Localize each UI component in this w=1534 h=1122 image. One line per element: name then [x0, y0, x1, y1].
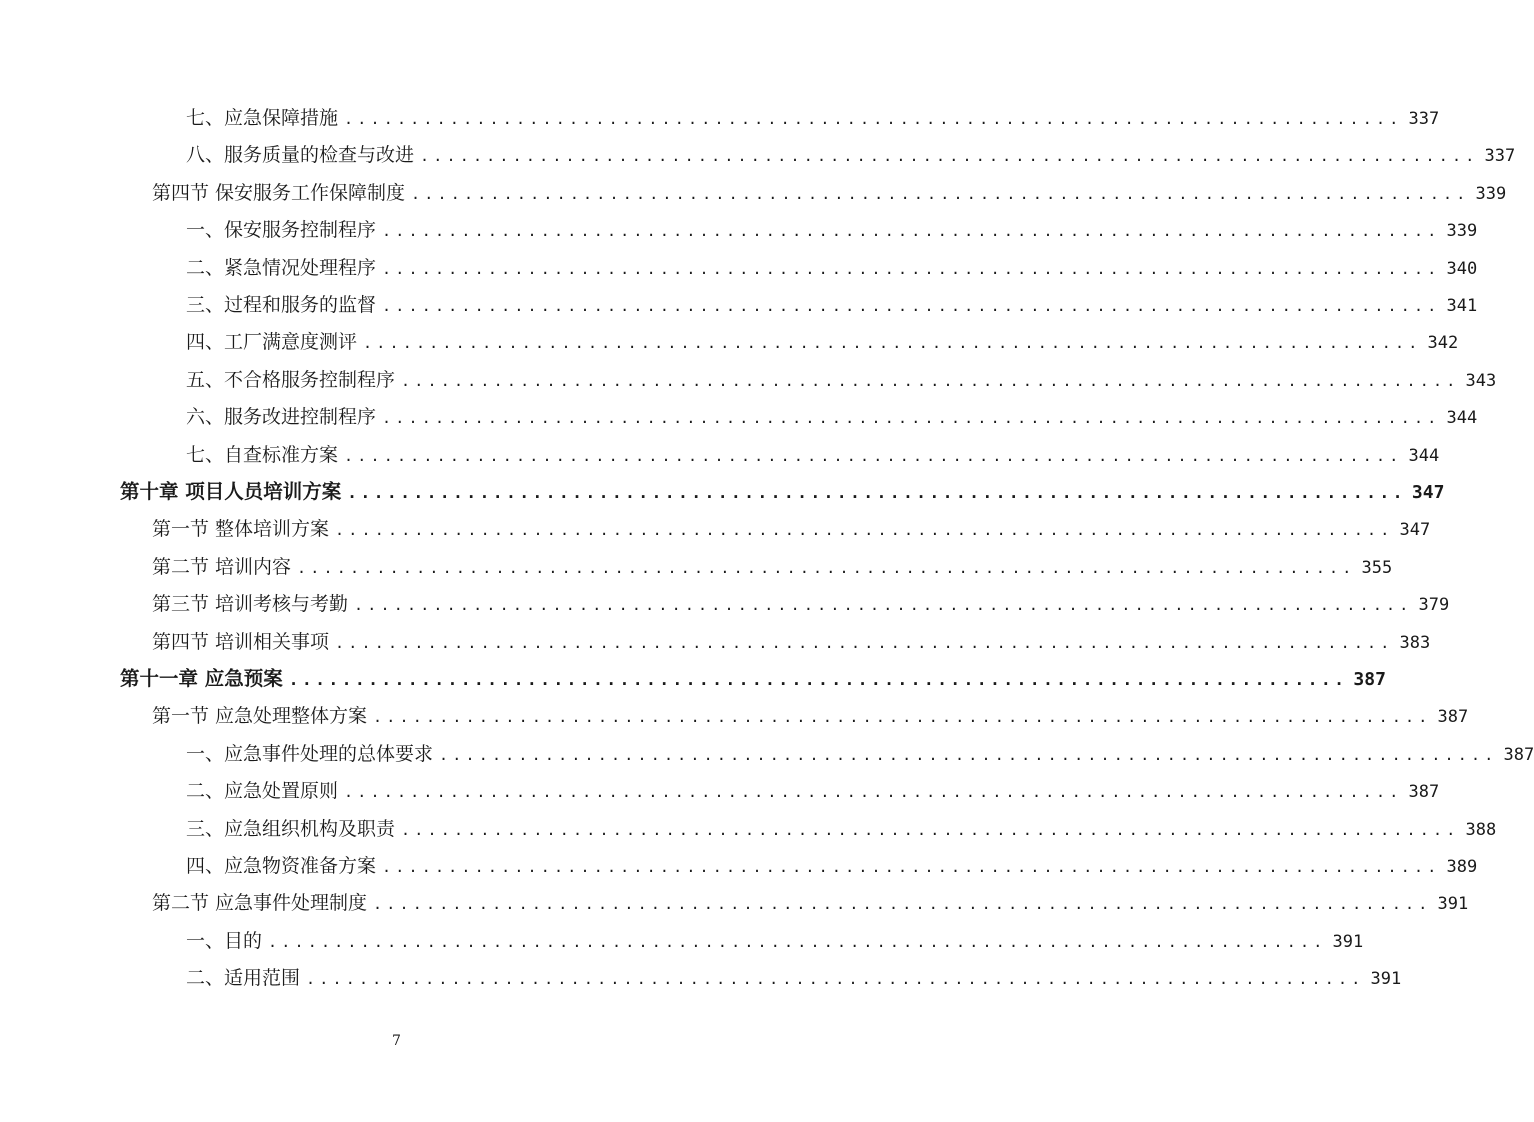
toc-entry-title: 一、保安服务控制程序 — [186, 219, 377, 242]
toc-entry-title: 七、自查标准方案 — [186, 443, 339, 466]
toc-page-number: 387 — [1408, 782, 1440, 803]
toc-dot-leader: ................................................................................ — [420, 147, 1479, 166]
toc-entry[interactable] — [120, 475, 1445, 509]
toc-dot-leader: ................................................................................ — [382, 222, 1441, 241]
toc-dot-leader: ................................................................................ — [344, 110, 1403, 128]
toc-entry[interactable] — [186, 438, 1440, 472]
toc-dot-leader: ................................................................................ — [439, 745, 1498, 764]
toc-entry-title: 三、过程和服务的监督 — [186, 294, 377, 316]
toc-dot-leader: ................................................................................ — [347, 483, 1406, 502]
toc-page-number: 339 — [1446, 221, 1478, 242]
toc-page-number: 347 — [1411, 482, 1445, 503]
toc-page-number: 347 — [1399, 520, 1431, 541]
toc-page-number: 387 — [1503, 744, 1534, 765]
toc-entry-title: 第一节 应急处理整体方案 — [152, 705, 368, 728]
toc-entry-title: 一、应急事件处理的总体要求 — [186, 742, 434, 765]
toc-entry[interactable] — [186, 138, 1516, 172]
toc-dot-leader: ................................................................................ — [344, 783, 1403, 802]
toc-entry-title: 五、不合格服务控制程序 — [186, 368, 396, 391]
toc-page-number: 344 — [1446, 408, 1478, 429]
toc-dot-leader: ................................................................................ — [382, 858, 1441, 876]
toc-page-number: 391 — [1437, 894, 1469, 915]
toc-dot-leader: ................................................................................ — [373, 708, 1432, 727]
toc-entry[interactable] — [186, 812, 1497, 846]
toc-entry-title: 二、适用范围 — [186, 967, 301, 990]
toc-entry-title: 第四节 培训相关事项 — [152, 630, 330, 653]
toc-entry-title: 三、应急组织机构及职责 — [186, 817, 396, 840]
toc-dot-leader: ................................................................................ — [401, 820, 1460, 839]
toc-entry[interactable] — [152, 625, 1431, 659]
toc-entry[interactable] — [186, 924, 1364, 958]
toc-entry[interactable] — [186, 101, 1440, 135]
toc-entry-title: 四、工厂满意度测评 — [186, 331, 358, 354]
toc-entry[interactable] — [152, 699, 1469, 733]
toc-entry-title: 第十章 项目人员培训方案 — [120, 480, 342, 503]
toc-entry-title: 六、服务改进控制程序 — [186, 406, 377, 429]
toc-page-number: 355 — [1361, 557, 1393, 578]
toc-entry[interactable] — [186, 288, 1478, 322]
toc-dot-leader: ................................................................................ — [297, 558, 1356, 577]
toc-entry[interactable] — [186, 325, 1459, 359]
toc-page-number: 391 — [1370, 969, 1402, 990]
toc-page-number: 340 — [1446, 258, 1478, 279]
toc-page-number: 389 — [1446, 857, 1478, 877]
toc-page-number: 391 — [1332, 931, 1364, 952]
toc-page-number: 342 — [1427, 333, 1459, 354]
toc-entry-title: 第二节 培训内容 — [152, 555, 292, 578]
toc-dot-leader: ................................................................................ — [382, 297, 1441, 315]
toc-entry[interactable] — [152, 587, 1450, 621]
toc-page-number: 387 — [1353, 669, 1386, 690]
toc-entry-title: 第一节 整体培训方案 — [152, 518, 330, 541]
toc-entry[interactable] — [186, 400, 1478, 434]
toc-entry-title: 第十一章 应急预案 — [120, 667, 283, 690]
toc-dot-leader: ................................................................................ — [306, 970, 1365, 989]
toc-entry[interactable] — [186, 961, 1402, 995]
toc-entry-title: 第二节 应急事件处理制度 — [152, 892, 368, 915]
toc-entry-title: 二、应急处置原则 — [186, 780, 339, 803]
toc-dot-leader: ................................................................................ — [411, 184, 1470, 203]
toc-page-number: 383 — [1399, 632, 1431, 653]
toc-page-number: 379 — [1418, 595, 1450, 616]
toc-entry[interactable] — [152, 886, 1469, 920]
toc-dot-leader: ................................................................................ — [335, 521, 1394, 540]
toc-page-number: 337 — [1484, 146, 1516, 167]
toc-dot-leader: ................................................................................ — [335, 633, 1394, 652]
toc-dot-leader: ................................................................................ — [363, 334, 1422, 353]
toc-entry-title: 二、紧急情况处理程序 — [186, 256, 377, 279]
toc-dot-leader: ................................................................................ — [344, 446, 1403, 465]
toc-page-number: 387 — [1437, 707, 1469, 728]
toc-entry-title: 第四节 保安服务工作保障制度 — [152, 181, 406, 204]
toc-entry[interactable] — [152, 176, 1507, 210]
toc-page-number: 388 — [1465, 819, 1497, 840]
toc-dot-leader: ................................................................................ — [382, 409, 1441, 428]
toc-dot-leader: ................................................................................ — [373, 895, 1432, 914]
toc-page-number: 339 — [1475, 183, 1507, 204]
toc-page-number: 343 — [1465, 370, 1497, 391]
toc-page-number: 341 — [1446, 296, 1478, 316]
toc-page-number: 337 — [1408, 109, 1440, 129]
toc-entry[interactable] — [186, 213, 1478, 247]
toc-entry[interactable] — [152, 550, 1393, 584]
toc-dot-leader: ................................................................................ — [382, 259, 1441, 278]
toc-entry-title: 七、应急保障措施 — [186, 107, 339, 129]
toc-page-number: 344 — [1408, 445, 1440, 466]
toc-entry[interactable] — [186, 363, 1497, 397]
toc-entry-title: 第三节 培训考核与考勤 — [152, 593, 349, 616]
toc-entry[interactable] — [120, 662, 1386, 696]
toc-entry-title: 八、服务质量的检查与改进 — [186, 144, 415, 167]
toc-dot-leader: ................................................................................ — [354, 596, 1413, 615]
page-number: 7 — [392, 1033, 401, 1049]
toc-entry[interactable] — [186, 737, 1534, 771]
toc-dot-leader: ................................................................................ — [401, 371, 1460, 390]
toc-dot-leader: ................................................................................ — [288, 670, 1348, 689]
toc-dot-leader: ................................................................................ — [268, 932, 1327, 951]
toc-entry-title: 四、应急物资准备方案 — [186, 855, 377, 877]
toc-entry-title: 一、目的 — [186, 929, 263, 952]
toc-entry[interactable] — [186, 849, 1478, 883]
toc-entry[interactable] — [186, 774, 1440, 808]
toc-entry[interactable] — [186, 251, 1478, 285]
toc-entry[interactable] — [152, 512, 1431, 546]
